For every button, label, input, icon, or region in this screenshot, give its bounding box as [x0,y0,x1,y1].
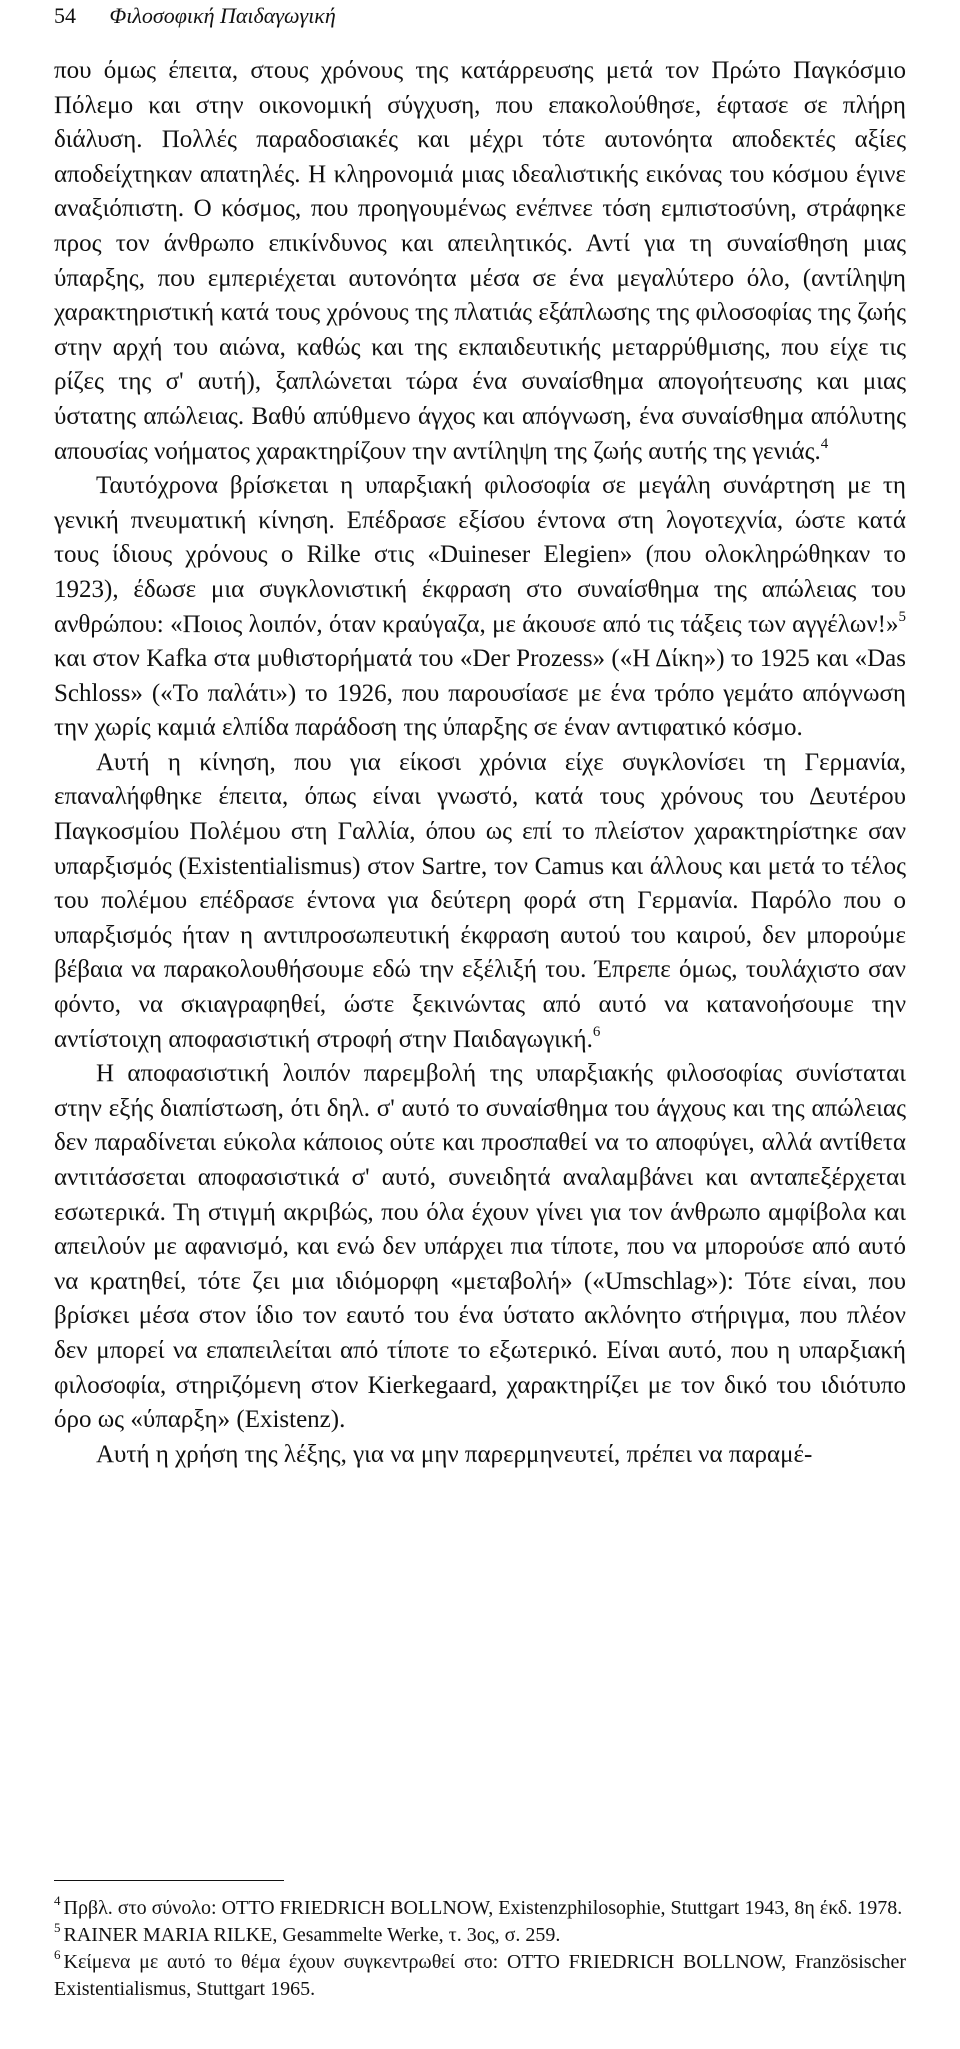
footnote-ref-6[interactable]: 6 [592,1023,601,1040]
page-number: 54 [54,3,76,28]
footnote-4-number: 4 [54,1893,61,1908]
footnote-5-text: RAINER MARIA RILKE, Gesammelte Werke, τ. 3ος, σ. 259. [63,1924,561,1946]
footnote-6 [54,1949,906,2003]
paragraph-5 [54,1438,906,1473]
paragraph-3 [54,746,906,1057]
paragraph-4 [54,1057,906,1438]
footnotes [54,1880,906,2003]
paragraph-2-text-b: και στον Kafka στα μυθιστορήματά του «Der Prozess» («Η Δίκη») το 1925 και «Das Schloss» («Το παλάτι») το 1926, που παρουσίασε με ένα τρόπο γεμάτο απόγνωση την χωρίς καμιά ελπίδα παράδοση της ύπαρξης σε έναν αντιφατικό κόσμο. [54,645,906,742]
footnote-5 [54,1922,906,1949]
footnote-ref-4[interactable]: 4 [820,435,829,452]
body-text [54,54,906,1472]
paragraph-1-text: που όμως έπειτα, στους χρόνους της κατάρρευσης μετά τον Πρώτο Παγκόσμιο Πόλεμο και στην οικονομική σύγχυση, που επακολούθησε, έφτασε σε πλήρη διάλυση. Πολλές παραδοσιακές και μέχρι τότε αυτονόητα αποδεκτές αξίες αποδείχτηκαν απατηλές. Η κληρονομιά μιας ιδεαλιστικής εικόνας του κόσμου έγινε αναξιόπιστη. Ο κόσμος, που προηγουμένως ενέπνεε τόση εμπιστοσύνη, στράφηκε προς τον άνθρωπο επικίνδυνος και απειλητικός. Αντί για τη συναίσθηση μιας ύπαρξης, που εμπεριέχεται αυτονόητα μέσα σε ένα μεγαλύτερο όλο, (αντίληψη χαρακτηριστική κατά τους χρόνους της πλατιάς εξάπλωσης της φιλοσοφίας της ζωής στην αρχή του αιώνα, καθώς και της εκπαιδευτικής μεταρρύθμισης, που είχε τις ρίζες της σ' αυτή), ξαπλώνεται τώρα ένα συναίσθημα απογοήτευσης και μιας ύστατης απώλειας. Βαθύ απύθμενο άγχος και απόγνωση, ένα συναίσθημα απόλυτης απουσίας νοήματος χαρακτηρίζουν την αντίληψη της ζωής αυτής της γενιάς. [54,57,906,465]
paragraph-3-text: Αυτή η κίνηση, που για είκοσι χρόνια είχε συγκλονίσει τη Γερμανία, επαναλήφθηκε έπειτα, όπως είναι γνωστό, κατά τους χρόνους του Δευτέρου Παγκοσμίου Πολέμου στη Γαλλία, όπου ως επί το πλείστον χαρακτηρίστηκε σαν υπαρξισμός (Existentialismus) στον Sartre, τον Camus και άλλους και μετά το τέλος του πολέμου επέδρασε έντονα για δεύτερη φορά στη Γερμανία. Παρόλο που ο υπαρξισμός ήταν η αντιπροσωπευτική έκφραση αυτού του καιρού, δεν μπορούμε βέβαια να παρακολουθήσουμε εδώ την εξέλιξή του. Έπρεπε όμως, τουλάχιστο σαν φόντο, να σκιαγραφηθεί, ώστε ξεκινώντας από αυτό να κατανοήσουμε την αντίστοιχη αποφασιστική στροφή στην Παιδαγωγική. [54,748,906,1053]
page-header [54,2,906,30]
book-page [54,0,906,2049]
paragraph-2 [54,469,906,746]
footnote-ref-5[interactable]: 5 [898,608,906,625]
footnote-4 [54,1895,906,1922]
paragraph-1 [54,54,906,469]
footnote-6-number: 6 [54,1947,61,1962]
footnote-6-text: Κείμενα με αυτό το θέμα έχουν συγκεντρωθεί στο: OTTO FRIEDRICH BOLLNOW, Französischer Existentialismus, Stuttgart 1965. [54,1951,906,2000]
paragraph-2-text-a: Ταυτόχρονα βρίσκεται η υπαρξιακή φιλοσοφία σε μεγάλη συνάρτηση με τη γενική πνευματική κίνηση. Επέδρασε εξίσου έντονα στη λογοτεχνία, ώστε κατά τους ίδιους χρόνους ο Rilke στις «Duineser Elegien» (που ολοκληρώθηκαν το 1923), έδωσε μια συγκλονιστική έκφραση στο συναίσθημα της απώλειας του ανθρώπου: «Ποιος λοιπόν, όταν κραύγαζα, με άκουσε από τις τάξεις των αγγέλων!» [54,472,906,638]
footnote-5-number: 5 [54,1920,61,1935]
footnote-4-text: Πρβλ. στο σύνολο: OTTO FRIEDRICH BOLLNOW, Existenzphilosophie, Stuttgart 1943, 8η έκδ. 1978. [63,1897,903,1919]
footnote-divider [54,1880,284,1881]
paragraph-4-text: Η αποφασιστική λοιπόν παρεμβολή της υπαρξιακής φιλοσοφίας συνίσταται στην εξής διαπίστωση, ότι δηλ. σ' αυτό το συναίσθημα του άγχους και της απώλειας δεν παραδίνεται εύκολα κάποιος ούτε και προσπαθεί να το αποφύγει, αλλά αντίθετα αντιτάσσεται αποφασιστικά σ' αυτό, συνειδητά αναλαμβάνει και ανταπεξέρχεται εσωτερικά. Τη στιγμή ακριβώς, που όλα έχουν γίνει για τον άνθρωπο αμφίβολα και απειλούν με αφανισμό, και ενώ δεν υπάρχει πια τίποτε, που να μπορούσε από αυτό να κρατηθεί, τότε ζει μια ιδιόμορφη «μεταβολή» («Umschlag»): Τότε είναι, που βρίσκει μέσα στον ίδιο τον εαυτό του ένα ύστατο ακλόνητο στήριγμα, που πλέον δεν μπορεί να επαπειλείται από τίποτε το εξωτερικό. Είναι αυτό, που η υπαρξιακή φιλοσοφία, στηριζόμενη στον Kierkegaard, χαρακτηρίζει με τον δικό του ιδιότυπο όρο ως «ύπαρξη» (Existenz). [54,1060,906,1434]
running-title: Φιλοσοφική Παιδαγωγική [109,3,336,28]
paragraph-5-text: Αυτή η χρήση της λέξης, για να μην παρερμηνευτεί, πρέπει να παραμέ- [96,1440,813,1468]
